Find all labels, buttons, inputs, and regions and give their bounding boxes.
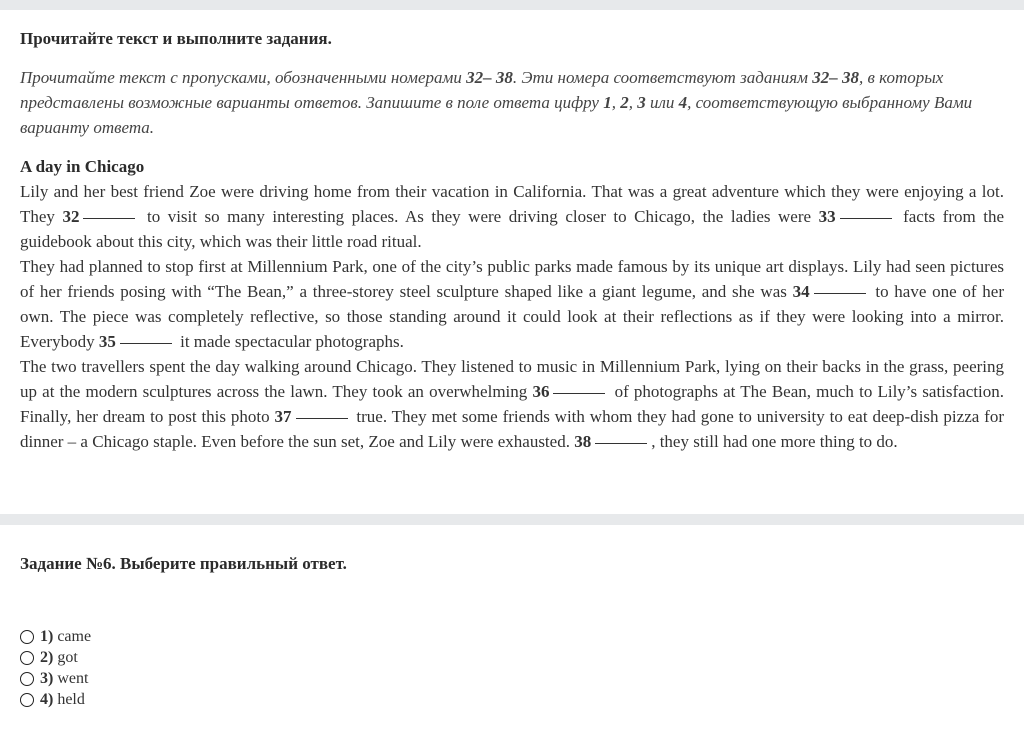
option-number: 2) [40,649,54,666]
gap-number: 37 [274,407,292,426]
gap-number: 33 [818,207,836,226]
paragraph-text: of photographs at The Bean, much to Lily’s satisfaction. Finally, her dream to post this photo [20,382,1004,426]
top-divider [0,0,1024,10]
instruction-text: , в которых представлены возможные варианты ответов. Запишите в поле ответа цифру [20,68,944,112]
paragraph-text: The two travellers spent the day walking around Chicago. They listened to music in Millennium Park, lying on their backs in the grass, peering up at the modern sculptures across the lawn. They took an overwhelming [20,357,1004,401]
option-label: held [57,691,85,708]
instruction-text: , [628,93,638,112]
paragraph-text: true. They met some friends with whom they had gone to university to eat deep-dish pizza for dinner – a Chicago staple. Even before the sun set, Zoe and Lily were exhausted. [20,407,1004,451]
instruction-text: . Эти номера соответствуют заданиям [512,68,813,87]
paragraph-text: Lily and her best friend Zoe were driving home from their vacation in California. That was a great adventure which they were enjoying a lot. They [20,182,1004,226]
gap-blank [296,417,348,419]
text-title: A day in Chicago [20,157,145,176]
instruction-range: 32– 38 [466,68,513,87]
instruction-digit: 1 [603,93,612,112]
gap-number: 34 [792,282,810,301]
task-instruction [20,65,1004,140]
text-paragraph [20,179,1004,254]
gap-blank [553,392,605,394]
question-section [0,525,1024,710]
section-divider [0,514,1024,525]
instruction-text: , [611,93,621,112]
instruction-digit: 3 [637,93,646,112]
task-heading: Прочитайте текст и выполните задания. [20,29,332,48]
gap-blank [814,292,866,294]
text-paragraph [20,254,1004,354]
instruction-text: или [645,93,679,112]
gap-number: 35 [98,332,116,351]
gap-number: 32 [62,207,80,226]
instruction-text: Прочитайте текст с пропусками, обозначенными номерами [20,68,467,87]
answer-option-2[interactable] [20,647,1004,668]
gap-number: 36 [532,382,550,401]
instruction-text: , соответствующую выбранному Вами варианту ответа. [20,93,973,137]
question-heading: Задание №6. Выберите правильный ответ. [20,554,347,573]
answer-options [20,626,1004,710]
radio-button[interactable] [20,651,34,665]
instruction-digit: 4 [678,93,688,112]
option-number: 3) [40,670,54,687]
paragraph-text: to visit so many interesting places. As they were driving closer to Chicago, the ladies were [139,207,819,226]
option-label: came [57,628,92,645]
radio-button[interactable] [20,672,34,686]
option-number: 4) [40,691,54,708]
option-number: 1) [40,628,54,645]
answer-option-1[interactable] [20,626,1004,647]
paragraph-text: They had planned to stop first at Millennium Park, one of the city’s public parks made famous by its unique art displays. Lily had seen pictures of her friends posing with “The Bean,” a three-storey steel sculpture shaped like a giant legume, and she was [20,257,1004,301]
instruction-range: 32– 38 [812,68,860,87]
gap-blank [595,442,647,444]
paragraph-text: , they still had one more thing to do. [651,432,898,451]
instruction-digit: 2 [620,93,629,112]
radio-button[interactable] [20,630,34,644]
answer-option-4[interactable] [20,689,1004,710]
option-label: went [57,670,89,687]
radio-button[interactable] [20,693,34,707]
answer-option-3[interactable] [20,668,1004,689]
text-paragraph [20,354,1004,454]
option-label: got [57,649,78,666]
gap-blank [83,217,135,219]
paragraph-text: facts from the guidebook about this city, which was their little road ritual. [20,207,1005,251]
reading-section [0,10,1024,514]
gap-number: 38 [574,432,592,451]
gap-blank [840,217,892,219]
paragraph-text: it made spectacular photographs. [175,332,404,351]
paragraph-text: to have one of her own. The piece was completely reflective, so those standing around it could look at their reflections as if they were looking into a mirror. Everybody [20,282,1004,351]
gap-blank [120,342,172,344]
